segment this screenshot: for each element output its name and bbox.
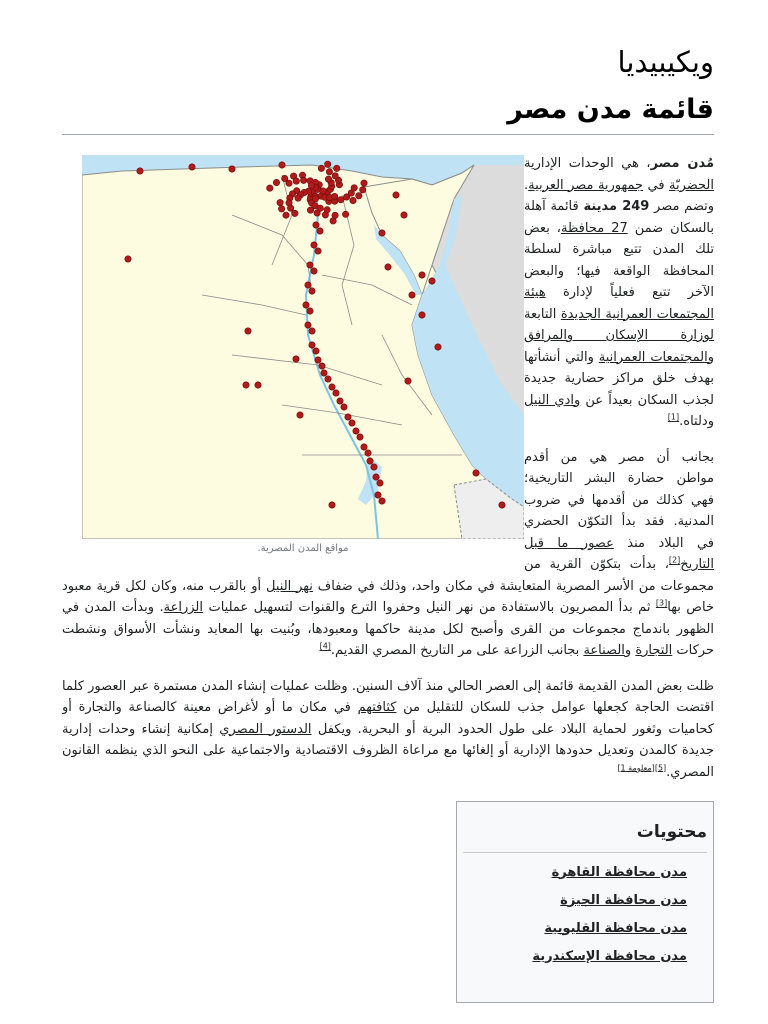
city-marker xyxy=(419,272,425,278)
text-span: في xyxy=(643,177,669,193)
toc-item[interactable] xyxy=(463,943,687,971)
table-of-contents xyxy=(456,801,714,1003)
city-marker xyxy=(379,498,385,504)
city-marker xyxy=(313,348,319,354)
link-density[interactable]: كثافتهم xyxy=(357,700,397,715)
continuity-paragraph xyxy=(62,676,714,784)
city-marker xyxy=(283,212,289,218)
site-name[interactable]: ويكيبيديا xyxy=(617,45,714,79)
city-marker xyxy=(356,193,362,199)
city-marker xyxy=(297,412,303,418)
city-marker xyxy=(137,168,143,174)
egypt-cities-map[interactable] xyxy=(82,155,524,539)
city-marker xyxy=(292,210,298,216)
toc-item[interactable] xyxy=(463,859,687,887)
city-marker xyxy=(317,205,323,211)
reference-2[interactable]: [2] xyxy=(668,555,681,565)
city-marker xyxy=(341,404,347,410)
link-constitution[interactable]: الدستور المصري xyxy=(219,721,312,737)
map-figure xyxy=(82,155,524,556)
page-title: قائمة مدن مصر xyxy=(62,90,714,135)
city-marker xyxy=(229,166,235,172)
city-marker xyxy=(405,378,411,384)
text-span: ، بعض تلك المدن تتبع مباشرة لسلطة المحافظة الواقعة فيها؛ والبعض الآخر تتبع فعلياً لإدارة xyxy=(524,220,714,300)
reference-note-1[interactable]: [معلومة 1] xyxy=(617,763,655,773)
city-marker xyxy=(365,450,371,456)
city-marker xyxy=(393,192,399,198)
city-marker xyxy=(371,464,377,470)
city-marker xyxy=(419,312,425,318)
link-new-communities-authority[interactable]: هيئة المجتمعات العمرانية الجديدة xyxy=(524,285,714,322)
city-marker xyxy=(429,278,435,284)
city-marker xyxy=(287,205,293,211)
link-housing-ministry[interactable]: لوزارة الإسكان والمرافق والمجتمعات العمرانية xyxy=(524,328,714,365)
city-marker xyxy=(319,363,325,369)
toc-item-label[interactable]: مدن محافظة القليوبية xyxy=(544,920,687,936)
city-marker xyxy=(295,195,301,201)
text-span: ودلتاه. xyxy=(679,414,714,429)
reference-3[interactable]: [3] xyxy=(655,598,668,608)
city-marker xyxy=(293,356,299,362)
city-marker xyxy=(350,197,356,203)
city-marker xyxy=(325,376,331,382)
city-marker xyxy=(309,288,315,294)
article-page xyxy=(62,40,714,1024)
text-span: . وبدأت المدن في الظهور باندماج مجموعات من القرى وأصبح لكل مدينة حاكمها ومعبودها، وبُنيت بها المعابد ونشأت الأسواق ونشطت حركات xyxy=(62,600,714,658)
city-marker xyxy=(293,178,299,184)
link-hadariyya[interactable]: الحضريّة xyxy=(669,177,714,193)
link-agriculture[interactable]: الزراعة xyxy=(163,600,203,615)
city-marker xyxy=(332,173,338,179)
city-marker xyxy=(320,188,326,194)
city-marker xyxy=(300,177,306,183)
city-marker xyxy=(345,414,351,420)
text-span: في مكان ما أو لأغراض معينة كالصناعة والتجارة أو كحاميات وثغور لحماية البلاد على طول الحدود البرية أو البحرية. ويكفل xyxy=(62,700,714,737)
city-marker xyxy=(277,199,283,205)
city-marker xyxy=(308,183,314,189)
text-span: أو بالقرب منه، وكان لكل قرية معبود خاص بها xyxy=(62,578,714,615)
link-trade[interactable]: التجارة xyxy=(635,643,673,658)
text-span: ظلت بعض المدن القديمة قائمة إلى العصر الحالي منذ آلاف السنين. وظلت عمليات إنشاء المدن مستمرة عبر العصور كلما اقتضت الحاجة كجعلها عوامل جذب للسكان للتقليل من xyxy=(62,678,714,715)
text-span: ثم بدأ المصريون بالاستفادة من نهر النيل وحفروا الترع والقنوات لتسهيل عمليات xyxy=(203,600,656,615)
city-marker xyxy=(409,292,415,298)
city-marker xyxy=(189,164,195,170)
city-marker xyxy=(303,302,309,308)
city-marker xyxy=(351,185,357,191)
city-marker xyxy=(255,382,261,388)
text-span: التابعة xyxy=(524,306,561,322)
city-marker xyxy=(377,480,383,486)
city-marker xyxy=(311,268,317,274)
toc-item[interactable] xyxy=(463,915,687,943)
city-count: 249 مدينة xyxy=(583,199,650,214)
city-marker xyxy=(307,262,313,268)
text-span: و xyxy=(624,643,636,658)
toc-list xyxy=(463,859,707,971)
city-marker xyxy=(353,428,359,434)
city-marker xyxy=(273,179,279,185)
city-marker xyxy=(279,162,285,168)
city-marker xyxy=(305,282,311,288)
city-marker xyxy=(329,384,335,390)
text-span: بجانب الزراعة على مر التاريخ المصري القديم. xyxy=(330,643,584,658)
toc-item-label[interactable]: مدن محافظة الجيزة xyxy=(560,892,687,908)
link-republic[interactable]: جمهورية مصر العربية xyxy=(528,177,644,193)
link-nile-valley[interactable]: وادي النيل xyxy=(524,392,581,408)
link-industry[interactable]: الصناعة xyxy=(583,643,625,658)
text-span: قائمة آهلة بالسكان ضمن xyxy=(524,199,714,236)
city-marker xyxy=(337,398,343,404)
city-marker xyxy=(326,169,332,175)
city-marker xyxy=(379,230,385,236)
city-marker xyxy=(367,458,373,464)
text-span: . وتضم مصر xyxy=(524,177,714,214)
subject-bold: مُدن مصر xyxy=(650,156,714,171)
city-marker xyxy=(313,222,319,228)
text-span: بجانب أن مصر هي من أقدم مواطن حضارة البشر التاريخية؛ فهي كذلك من أقدمها في ضروب المدنية. فقد بدأ التكوّن الحضري في البلاد منذ xyxy=(524,449,714,551)
toc-item[interactable] xyxy=(463,887,687,915)
city-marker xyxy=(315,357,321,363)
city-marker xyxy=(309,328,315,334)
city-marker xyxy=(243,382,249,388)
text-span: والتي أنشأتها بهدف خلق مراكز حضارية جديدة لجذب السكان بعيداً عن xyxy=(524,349,714,408)
toc-title: محتويات xyxy=(463,812,707,853)
city-marker xyxy=(349,420,355,426)
city-marker xyxy=(332,193,338,199)
city-marker xyxy=(286,180,292,186)
article-content xyxy=(62,153,714,1003)
reference-5[interactable]: [5] xyxy=(654,763,667,773)
city-marker xyxy=(315,248,321,254)
city-marker xyxy=(473,470,479,476)
city-marker xyxy=(375,492,381,498)
city-marker xyxy=(334,165,340,171)
city-marker xyxy=(312,196,318,202)
city-marker xyxy=(245,328,251,334)
city-marker xyxy=(317,228,323,234)
city-marker xyxy=(329,502,335,508)
city-marker xyxy=(305,322,311,328)
toc-item-label[interactable]: مدن محافظة القاهرة xyxy=(551,864,687,880)
link-27-governorates[interactable]: 27 محافظة xyxy=(561,220,628,236)
city-marker xyxy=(357,434,363,440)
link-prehistory[interactable]: عصور ما قبل التاريخ xyxy=(524,535,714,572)
city-marker xyxy=(360,187,366,193)
city-marker xyxy=(385,264,391,270)
city-marker xyxy=(361,180,367,186)
text-span: ، بدأت بتكوّن القرية من مجموعات من الأسر المصرية المتعايشة في مكان واحد، وذلك في ضفاف xyxy=(312,557,714,594)
city-marker xyxy=(278,206,284,212)
city-marker xyxy=(435,344,441,350)
city-marker xyxy=(325,161,331,167)
city-marker xyxy=(342,211,348,217)
city-marker xyxy=(373,474,379,480)
reference-4[interactable]: [4] xyxy=(319,641,331,651)
city-marker xyxy=(325,176,331,182)
city-marker xyxy=(332,212,338,218)
city-marker xyxy=(321,370,327,376)
city-marker xyxy=(309,342,315,348)
city-marker xyxy=(333,390,339,396)
city-marker xyxy=(324,207,330,213)
city-marker xyxy=(318,165,324,171)
reference-1[interactable]: [1] xyxy=(667,412,680,422)
toc-item-label[interactable]: مدن محافظة الإسكندرية xyxy=(532,948,687,964)
city-marker xyxy=(499,502,505,508)
text-span: ، هي الوحدات الإدارية xyxy=(524,156,651,171)
city-marker xyxy=(307,308,313,314)
city-marker xyxy=(361,444,367,450)
city-marker xyxy=(311,242,317,248)
city-marker xyxy=(267,185,273,191)
city-marker xyxy=(401,212,407,218)
text-span: إمكانية إنشاء وحدات إدارية جديدة كالمدن وتعديل حدودها الإدارية أو إلغائها مع مراعاة الظروف الاقتصادية والاجتماعية على النحو الذي ينظمه القانون المصري. xyxy=(62,721,714,780)
link-nile[interactable]: نهر النيل xyxy=(266,578,313,594)
map-caption: مواقع المدن المصرية. xyxy=(257,543,349,554)
city-marker xyxy=(125,256,131,262)
